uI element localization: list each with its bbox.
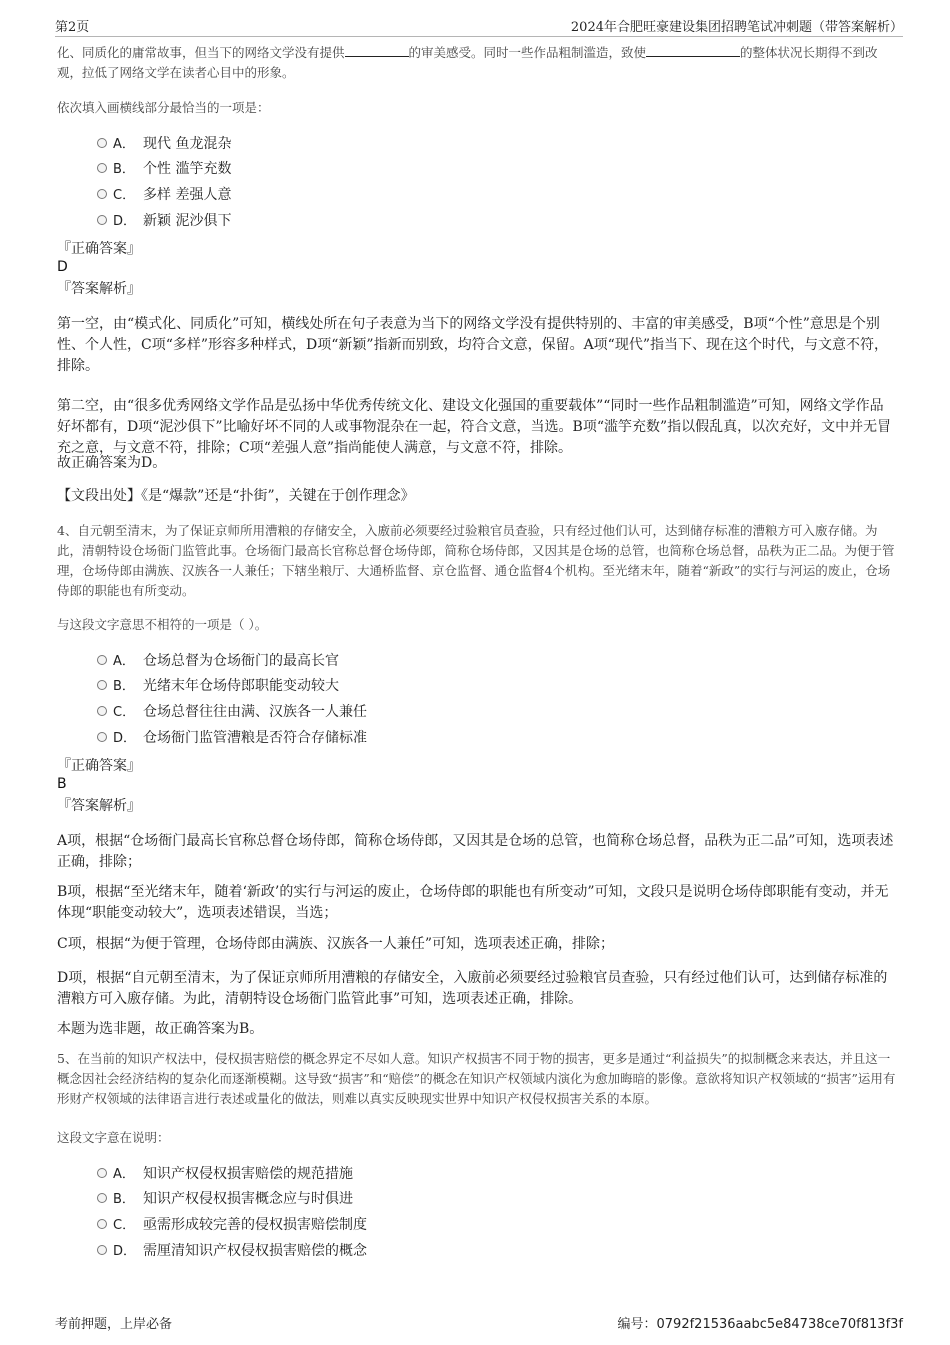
q4-option-c[interactable]: C． 仓场总督往往由满、汉族各一人兼任 [97,701,367,723]
q5-option-a[interactable]: A． 知识产权侵权损害赔偿的规范措施 [97,1163,353,1185]
q4-stem: 4、自元朝至清末，为了保证京师所用漕粮的存储安全，入廒前必须要经过验粮官员查验，只有经过他们认可，达到储存标准的漕粮方可入廒存储。为此，清朝特设仓场衙门监管此事。仓场衙门最高长官称总督仓场侍郎，简称仓场侍郎，又因其是仓场的总管，也简称仓场总督，品秩为正二品。为便于管理，仓场侍郎由满族、汉族各一人兼任；下辖坐粮厅、大通桥监督、京仓监督、通仓监督4个机构。至光绪末年，随着“新政”的实行与河运的废止，仓场侍郎的职能也有所变动。 [57,523,895,598]
q4-analysis-d: D项，根据“自元朝至清末，为了保证京师所用漕粮的存储安全，入廒前必须要经过验粮官员查验，只有经过他们认可，达到储存标准的漕粮方可入廒存储。为此，清朝特设仓场衙门监管此事”可知，选项表述正确，排除。 [57,970,888,1007]
q3-prompt: 依次填入画横线部分最恰当的一项是： [57,100,270,115]
page-number: 第2页 [55,20,90,35]
q3-source: 【文段出处】《是“爆款”还是“扑街”，关键在于创作理念》 [57,488,415,504]
q5-option-b[interactable]: B． 知识产权侵权损害概念应与时俱进 [97,1188,353,1210]
document-code-value: 0792f21536aabc5e84738ce70f813f3f [656,1317,903,1332]
footer-slogan: 考前押题，上岸必备 [55,1317,173,1332]
q3-stem-part-c: 的整体状况长期得不到改观，拉低了网络文学在读者心目中的形象。 [57,45,878,80]
q4-answer-label: 『正确答案』 [57,758,141,774]
radio-icon[interactable] [97,706,107,716]
q3-analysis-label: 『答案解析』 [57,281,141,297]
radio-icon[interactable] [97,655,107,665]
q5-option-d[interactable]: D． 需厘清知识产权侵权损害赔偿的概念 [97,1240,367,1262]
document-title: 2024年合肥旺豪建设集团招聘笔试冲刺题（带答案解析） [570,20,903,35]
q4-conclusion: 本题为选非题，故正确答案为B。 [57,1021,264,1037]
q3-option-a[interactable]: A． 现代 鱼龙混杂 [97,133,231,155]
radio-icon[interactable] [97,1193,107,1203]
q4-analysis-b: B项，根据“至光绪末年，随着‘新政’的实行与河运的废止，仓场侍郎的职能也有所变动”可知，文段只是说明仓场侍郎职能有变动，并无体现“职能变动较大”，选项表述错误，当选； [57,884,889,921]
radio-icon[interactable] [97,215,107,225]
q3-analysis-paragraph-1: 第一空，由“模式化、同质化”可知，横线处所在句子表意为当下的网络文学没有提供特别的、丰富的审美感受，B项“个性”意思是个别性、个人性，C项“多样”形容多种样式，D项“新颖”指新而别致，均符合文意，保留。A项“现代”指当下、现在这个时代，与文意不符，排除。 [57,316,888,374]
q3-answer-label: 『正确答案』 [57,241,141,257]
q3-blank-2 [646,44,740,57]
q4-analysis-c: C项，根据“为便于管理，仓场侍郎由满族、汉族各一人兼任”可知，选项表述正确，排除； [57,936,615,952]
radio-icon[interactable] [97,1219,107,1229]
q5-stem: 5、在当前的知识产权法中，侵权损害赔偿的概念界定不尽如人意。知识产权损害不同于物的损害，更多是通过“利益损失”的拟制概念来表达，并且这一概念因社会经济结构的复杂化而逐渐模糊。这导致“损害”和“赔偿”的概念在知识产权领域内演化为愈加晦暗的影像。意欲将知识产权领域的“损害”运用有形财产权领域的法律语言进行表述或量化的做法，则难以真实反映现实世界中知识产权侵权损害关系的本原。 [57,1051,896,1106]
q3-stem [57,43,897,83]
q3-blank-1 [345,44,409,57]
q4-prompt: 与这段文字意思不相符的一项是（ ）。 [57,617,268,632]
q3-option-c[interactable]: C． 多样 差强人意 [97,184,231,206]
q3-answer: D [57,259,68,275]
q4-analysis-label: 『答案解析』 [57,798,141,814]
q3-analysis-conclusion: 故正确答案为D。 [57,455,167,471]
q3-option-b[interactable]: B． 个性 滥竽充数 [97,158,231,180]
q4-option-a[interactable]: A． 仓场总督为仓场衙门的最高长官 [97,650,339,672]
document-code [618,1313,904,1332]
q3-stem-part-b: 的审美感受。同时一些作品粗制滥造，致使 [408,45,647,60]
q4-answer: B [57,776,67,792]
radio-icon[interactable] [97,732,107,742]
radio-icon[interactable] [97,189,107,199]
radio-icon[interactable] [97,680,107,690]
q5-option-c[interactable]: C． 亟需形成较完善的侵权损害赔偿制度 [97,1214,367,1236]
radio-icon[interactable] [97,163,107,173]
q4-option-d[interactable]: D． 仓场衙门监管漕粮是否符合存储标准 [97,727,367,749]
q4-option-b[interactable]: B． 光绪末年仓场侍郎职能变动较大 [97,675,339,697]
q3-analysis-paragraph-2: 第二空，由“很多优秀网络文学作品是弘扬中华优秀传统文化、建设文化强国的重要载体”“同时一些作品粗制滥造”可知，网络文学作品好坏都有，D项“泥沙俱下”比喻好坏不同的人或事物混杂在一起，符合文意，当选。B项“滥竽充数”指以假乱真，以次充好，文中并无冒充之意，与文意不符，排除；C项“差强人意”指尚能使人满意，与文意不符，排除。 [57,398,892,456]
q5-prompt: 这段文字意在说明： [57,1130,170,1145]
radio-icon[interactable] [97,138,107,148]
q4-analysis-a: A项，根据“仓场衙门最高长官称总督仓场侍郎，简称仓场侍郎，又因其是仓场的总管，也简称仓场总督，品秩为正二品”可知，选项表述正确，排除； [57,833,894,870]
document-code-label: 编号： [617,1317,657,1332]
radio-icon[interactable] [97,1168,107,1178]
radio-icon[interactable] [97,1245,107,1255]
q3-stem-part-a: 化、同质化的庸常故事，但当下的网络文学没有提供 [57,45,345,60]
page-header [55,14,903,37]
q3-option-d[interactable]: D． 新颖 泥沙俱下 [97,210,231,232]
